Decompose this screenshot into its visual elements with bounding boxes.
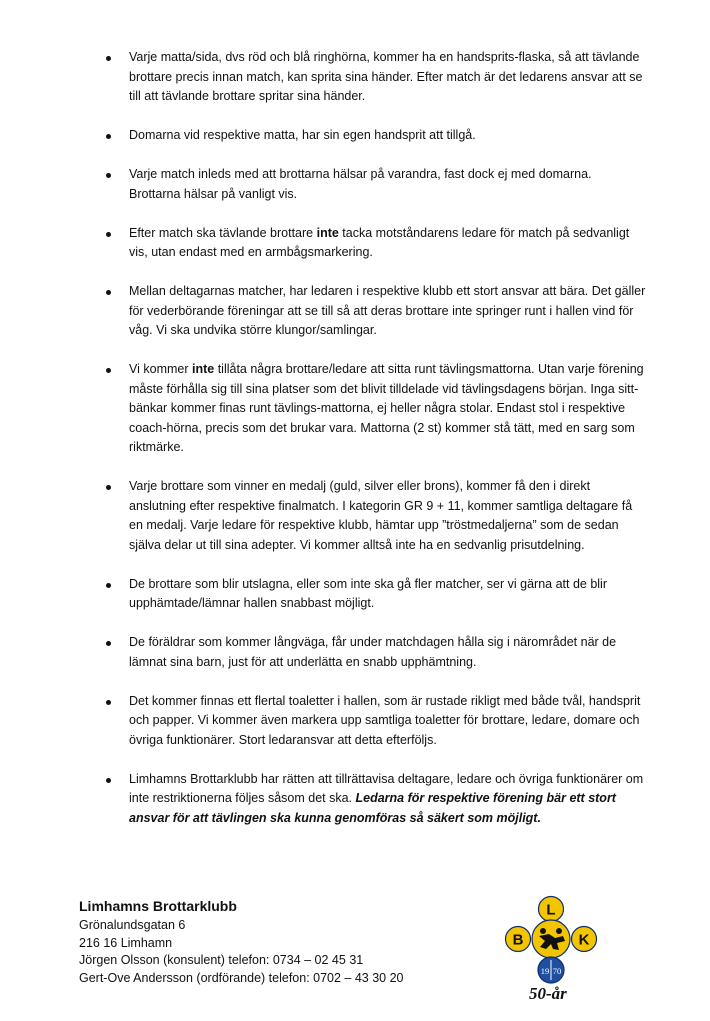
emphasis-inte: inte xyxy=(316,225,339,240)
bullet-text: Domarna vid respektive matta, har sin egen handsprit att tillgå. xyxy=(129,128,476,142)
bullet-text: Mellan deltagarnas matcher, har ledaren i respektive klubb ett stort ansvar att bära. Det gäller för vederbörande föreningar att se till så att deras brottare inte springer runt i hallen vind för våg. Vi ska undvika större klungor/samlingar. xyxy=(129,284,646,337)
bullet-text: Varje match inleds med att brottarna hälsar på varandra, fast dock ej med domarna. Brottarna hälsar på vanligt vis. xyxy=(129,167,592,201)
logo-circle-top xyxy=(539,897,564,922)
bullet-icon xyxy=(106,290,111,295)
logo-circle-right xyxy=(572,927,597,952)
contact-consultant: Jörgen Olsson (konsulent) telefon: 0734 – 02 45 31 xyxy=(79,953,364,967)
bullet-icon xyxy=(106,583,111,588)
bullet-text: Varje matta/sida, dvs röd och blå ringhörna, kommer ha en handsprits-flaska, så att tävlande brottare precis innan match, kan sprita sina händer. Efter match är det ledarens ansvar att se till att tävlande brottare spritar sina händer. xyxy=(129,50,643,103)
logo-letter-k: K xyxy=(578,931,590,949)
list-item xyxy=(106,282,646,341)
bullet-icon xyxy=(106,641,111,646)
logo-year-left: 19 xyxy=(540,966,550,976)
club-name: Limhamns Brottarklubb xyxy=(79,898,237,914)
bullet-text: De brottare som blir utslagna, eller som inte ska gå fler matcher, ser vi gärna att de blir upphämtade/lämnar hallen snabbast möjligt. xyxy=(129,576,607,610)
list-item xyxy=(106,48,646,107)
list-item xyxy=(106,575,646,614)
bullet-icon xyxy=(106,56,111,61)
text-run: Vi kommer xyxy=(129,362,192,376)
bullet-icon xyxy=(106,485,111,490)
logo-circle-left xyxy=(506,927,531,952)
bullet-icon xyxy=(106,368,111,373)
bullet-text: De föräldrar som kommer långväga, får under matchdagen hålla sig i närområdet när de lämnat sina barn, just för att underlätta en snabb upphämtning. xyxy=(129,635,617,669)
bullet-icon xyxy=(106,134,111,139)
footer-address xyxy=(79,897,499,987)
list-item xyxy=(106,126,646,146)
bullet-text: Det kommer finnas ett flertal toaletter i hallen, som är rustade rikligt med både tvål, handsprit och papper. Vi kommer även markera upp samtliga toaletter för brottare, ledare, domare och övriga funktionärer. Stort ledaransvar att detta efterföljs. xyxy=(129,693,641,747)
text-run: Efter match ska tävlande brottare xyxy=(129,225,317,240)
list-item xyxy=(106,360,646,458)
bullet-icon xyxy=(106,778,111,783)
postal-address: 216 16 Limhamn xyxy=(79,935,173,950)
bullet-icon xyxy=(106,700,111,705)
logo-year-right: 70 xyxy=(552,966,562,976)
bullet-text xyxy=(129,362,644,454)
bullet-icon xyxy=(106,173,111,178)
list-item xyxy=(106,165,646,204)
street-address: Grönalundsgatan 6 xyxy=(79,918,186,932)
list-item xyxy=(106,633,646,672)
text-run: tillåta några brottare/ledare att sitta runt tävlingsmattorna. Utan varje förening måste förhålla sig till sina platser som det blivit tilldelade vid tävlingsdagens början. Inga sitt-bänkar kommer finas runt tävlings-mattorna, ej heller några stolar. Endast stol i respektive coach-hörna, precis som det brukar vara. Mattorna (2 st) kommer stå tätt, med en sarg som riktmärke. xyxy=(129,362,644,454)
contact-chairman: Gert-Ove Andersson (ordförande) telefon: 0702 – 43 30 20 xyxy=(79,970,404,985)
emphasis-responsibility: Ledarna för respektive förening bär ett stort ansvar för att tävlingen ska kunna genomföras så säkert som möjligt. xyxy=(129,791,616,825)
text-run: Limhamns Brottarklubb har rätten att tillrättavisa deltagare, ledare och övriga funktionärer om inte restriktionerna följes såsom det ska. xyxy=(129,771,644,805)
emphasis-inte: inte xyxy=(191,362,215,376)
list-item xyxy=(106,770,646,829)
bullet-list xyxy=(106,48,646,848)
anniversary-label: 50-år xyxy=(529,984,567,1003)
text-run: tacka motståndarens ledare för match på sedvanligt vis, utan endast med en armbågsmarkering. xyxy=(129,225,630,259)
bullet-icon xyxy=(106,232,111,237)
list-item xyxy=(106,692,646,751)
logo-circle-bottom xyxy=(538,957,564,983)
logo-letter-b: B xyxy=(512,931,524,949)
bullet-text xyxy=(129,772,643,825)
logo-letter-l: L xyxy=(546,901,556,919)
club-logo xyxy=(503,894,599,998)
list-item xyxy=(106,224,646,263)
bullet-text xyxy=(129,226,629,260)
bullet-text: Varje brottare som vinner en medalj (guld, silver eller brons), kommer få den i direkt anslutning efter respektive finalmatch. I kategorin GR 9 + 11, kommer samtliga deltagare få en medalj. Varje ledare för respektive klubb, hämtar upp ”tröstmedaljerna” som de sedan själva delar ut till sina adepter. Vi kommer alltså inte ha en sedvanlig prisutdelning. xyxy=(129,479,633,552)
list-item xyxy=(106,477,646,555)
logo-circle-center xyxy=(532,920,570,958)
